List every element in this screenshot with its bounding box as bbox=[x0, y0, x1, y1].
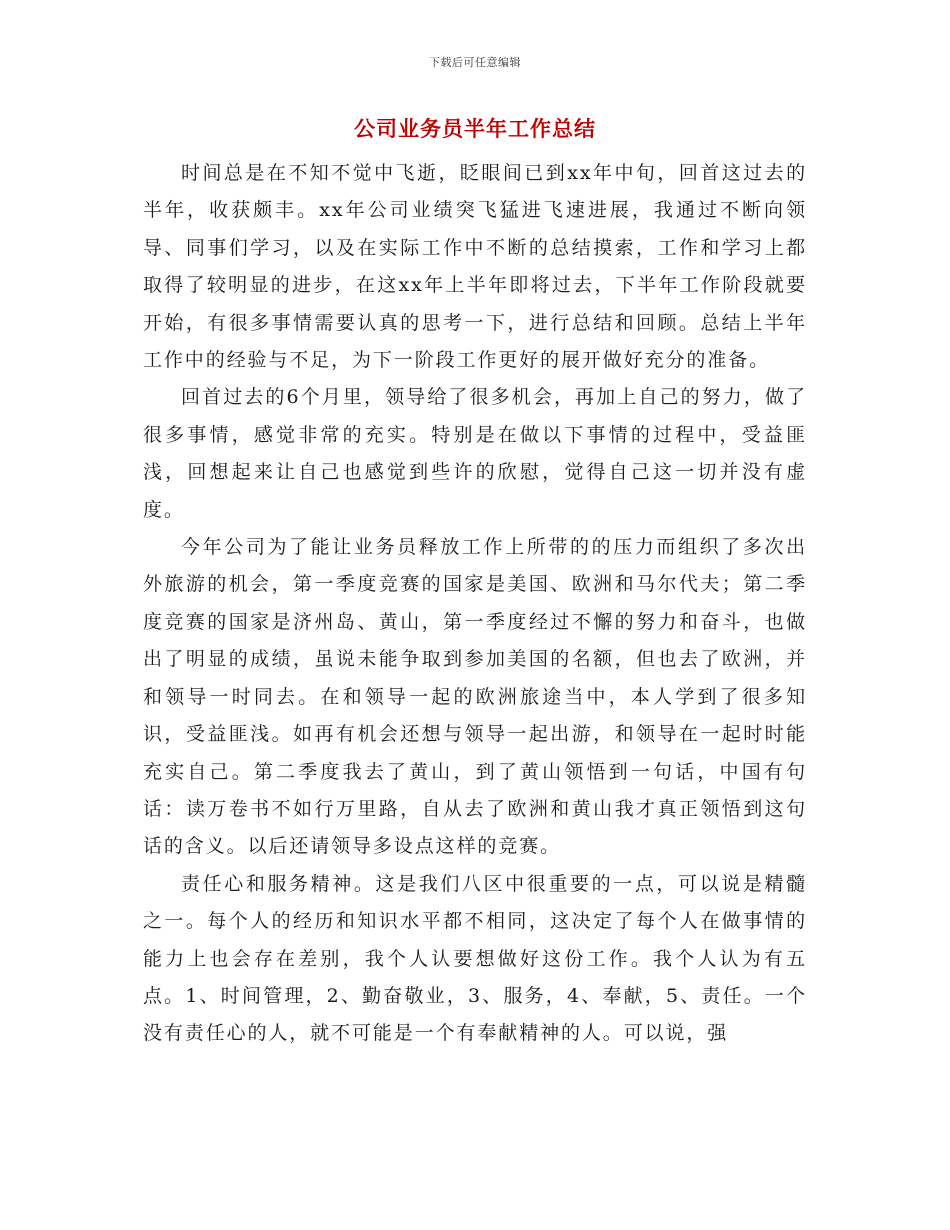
paragraph: 今年公司为了能让业务员释放工作上所带的的压力而组织了多次出外旅游的机会，第一季度竞赛的国家是美国、欧洲和马尔代夫；第二季度竞赛的国家是济州岛、黄山，第一季度经过不懈的努力和奋斗，也做出了明显的成绩，虽说未能争取到参加美国的名额，但也去了欧洲，并和领导一时同去。在和领导一起的欧洲旅途当中，本人学到了很多知识，受益匪浅。如再有机会还想与领导一起出游，和领导在一起时时能充实自己。第二季度我去了黄山，到了黄山领悟到一句话，中国有句话：读万卷书不如行万里路，自从去了欧洲和黄山我才真正领悟到这句话的含义。以后还请领导多设点这样的竞赛。 bbox=[143, 536, 807, 858]
paragraph: 责任心和服务精神。这是我们八区中很重要的一点，可以说是精髓之一。每个人的经历和知识水平都不相同，这决定了每个人在做事情的能力上也会存在差别，我个人认要想做好这份工作。我个人认为有五点。1、时间管理，2、勤奋敬业，3、服务，4、奉献，5、责任。一个没有责任心的人，就不可能是一个有奉献精神的人。可以说，强 bbox=[143, 872, 807, 1045]
header-note: 下载后可任意编辑 bbox=[429, 56, 521, 69]
document-title: 公司业务员半年工作总结 bbox=[354, 116, 596, 141]
paragraph: 回首过去的6个月里，领导给了很多机会，再加上自己的努力，做了很多事情，感觉非常的充实。特别是在做以下事情的过程中，受益匪浅，回想起来让自己也感觉到些许的欣慰，觉得自己这一切并没有虚度。 bbox=[143, 386, 807, 521]
document-body bbox=[143, 155, 807, 1053]
paragraph: 时间总是在不知不觉中飞逝，眨眼间已到xx年中旬，回首这过去的半年，收获颇丰。xx年公司业绩突飞猛进飞速进展，我通过不断向领导、同事们学习，以及在实际工作中不断的总结摸索，工作和学习上都取得了较明显的进步，在这xx年上半年即将过去，下半年工作阶段就要开始，有很多事情需要认真的思考一下，进行总结和回顾。总结上半年工作中的经验与不足，为下一阶段工作更好的展开做好充分的准备。 bbox=[143, 162, 807, 372]
